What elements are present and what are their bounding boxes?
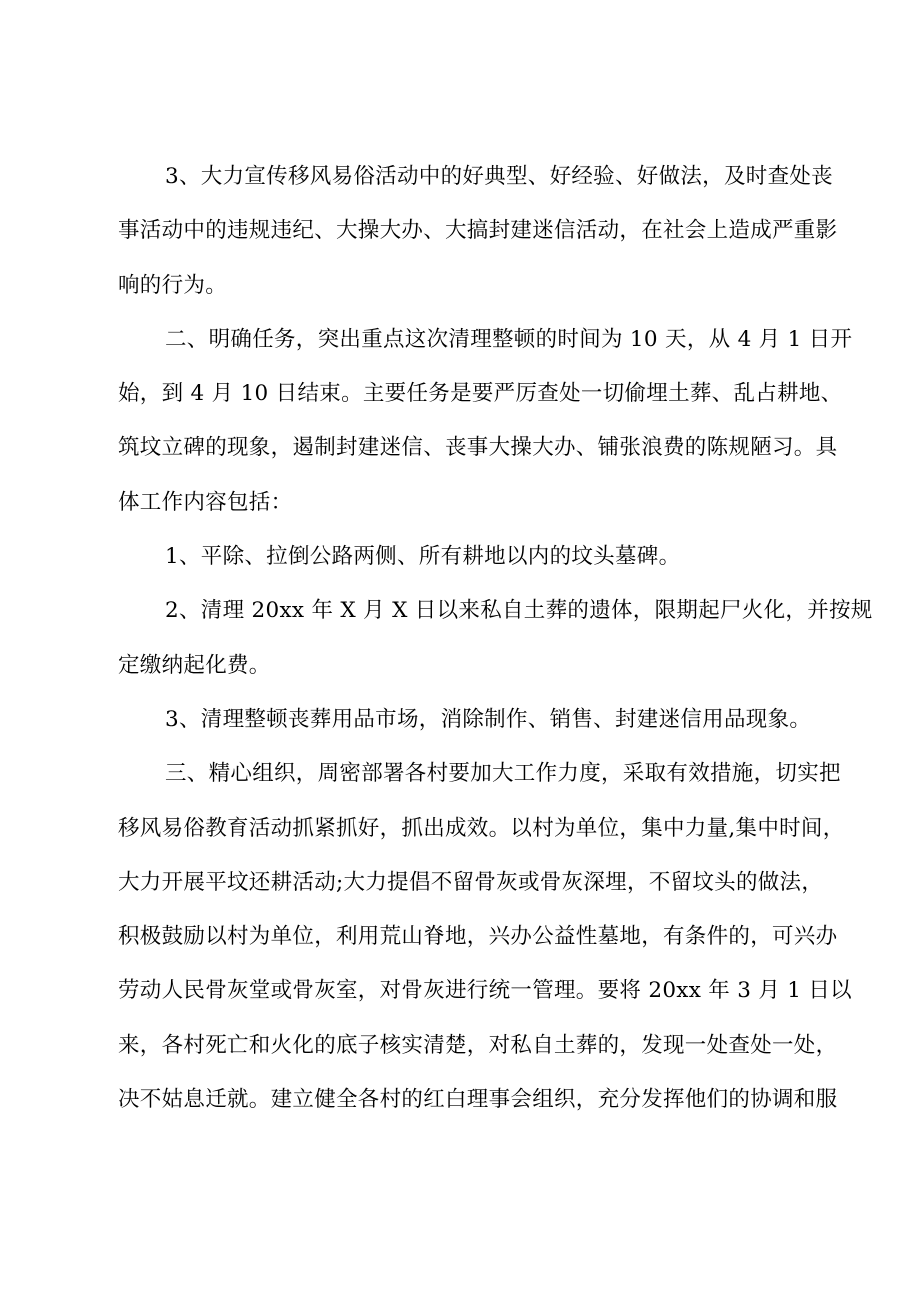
paragraph — [118, 693, 818, 747]
text-line: 定缴纳起化费。 — [118, 652, 271, 678]
text-line: 来，各村死亡和火化的底子核实清楚，对私自土葬的，发现一处查处一处， — [118, 1032, 838, 1058]
text-line: 三、精心组织，周密部署各村要加大工作力度，采取有效措施，切实把 — [165, 761, 841, 787]
text-line: 筑坟立碑的现象，遏制封建迷信、丧事大操大办、铺张浪费的陈规陋习。具 — [118, 435, 838, 461]
paragraph — [118, 530, 818, 584]
text-line: 移风易俗教育活动抓紧抓好，抓出成效。以村为单位，集中力量,集中时间， — [118, 815, 845, 841]
paragraph — [118, 747, 852, 1127]
text-line: 3、清理整顿丧葬用品市场，消除制作、销售、封建迷信用品现象。 — [165, 706, 812, 732]
text-line: 积极鼓励以村为单位，利用荒山脊地，兴办公益性墓地，有条件的，可兴办 — [118, 924, 838, 950]
text-line: 事活动中的违规违纪、大操大办、大搞封建迷信活动，在社会上造成严重影 — [118, 218, 838, 244]
text-line: 响的行为。 — [118, 272, 228, 298]
text-line: 决不姑息迁就。建立健全各村的红白理事会组织，充分发挥他们的协调和服 — [118, 1087, 838, 1113]
text-line: 大力开展平坟还耕活动;大力提倡不留骨灰或骨灰深埋，不留坟头的做法， — [118, 869, 824, 895]
paragraph — [118, 584, 873, 693]
paragraph — [118, 150, 838, 313]
text-line: 2、清理 20xx 年 X 月 X 日以来私自土葬的遗体，限期起尸火化，并按规 — [165, 598, 873, 624]
text-line: 3、大力宣传移风易俗活动中的好典型、好经验、好做法，及时查处丧 — [165, 164, 833, 189]
text-line: 始，到 4 月 10 日结束。主要任务是要严厉查处一切偷埋土葬、乱占耕地、 — [118, 381, 843, 407]
text-line: 1、平除、拉倒公路两侧、所有耕地以内的坟头墓碑。 — [165, 544, 681, 570]
paragraph — [118, 313, 853, 530]
document-body — [118, 150, 873, 1127]
text-line: 体工作内容包括： — [118, 489, 293, 515]
text-line: 二、明确任务，突出重点这次清理整顿的时间为 10 天，从 4 月 1 日开 — [165, 326, 853, 352]
text-line: 劳动人民骨灰堂或骨灰室，对骨灰进行统一管理。要将 20xx 年 3 月 1 日以 — [118, 978, 852, 1004]
